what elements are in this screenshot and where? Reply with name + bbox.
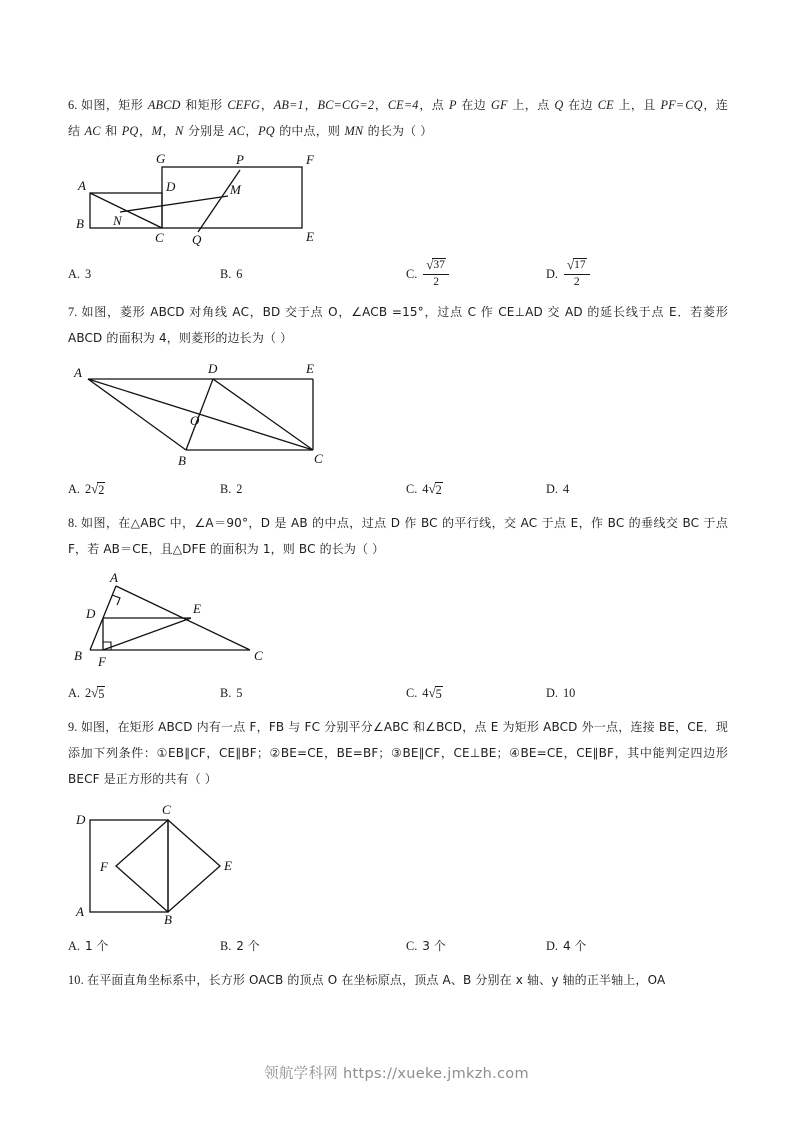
q6-option-c-numerator: √ 37 [426,257,445,272]
fig9-label-D: D [76,812,86,828]
q6-ce: CE [597,98,614,112]
fig6-label-A: A [78,178,86,193]
q6-mn: MN [344,124,364,138]
q6-pf: PF= [660,98,685,112]
q7-option-d-label: D. [546,482,558,497]
q9-option-b-value: 2 个 [236,939,260,954]
fig8-label-E: E [193,601,201,617]
q9-option-a-value: 1 个 [84,939,109,954]
q6-option-c-label: C. [406,267,418,282]
q6-ac2: AC [228,124,245,138]
q6-t2: 和矩形 [181,98,227,112]
q6-option-a[interactable] [68,259,220,289]
question-7-options [68,478,728,500]
q6-option-c-fraction [423,258,449,288]
q8-option-b-value: 5 [236,686,243,701]
question-7-number: 7. [68,305,78,320]
q6-t1: 如图，矩形 [81,98,148,112]
q6-l2f: ， [245,124,258,138]
q6-s3: ，点 [419,98,449,112]
q6-gf: GF [490,98,508,112]
question-9-body: 如图，在矩形 ABCD 内有一点 F，FB 与 FC 分别平分∠ABC 和∠BCD，点 E 为矩形 ABCD 外一点，连接 BE，CE．现添加下列条件：①EB∥CF，CE∥BF；②BE=CE，BE=BF；③BE∥CF，CE⊥BE；④BE=CE，CE∥BF，其中能判定四边形 BECF 是正方形的共有（ ） [68,720,728,787]
q7-option-c-coef: 4 [422,482,429,497]
q6-option-d-numerator: √ 17 [566,257,586,272]
q8-option-d[interactable] [546,682,666,704]
q6-t4: 在边 [457,98,491,112]
q9-option-d[interactable] [546,935,666,957]
q6-s2: ， [374,98,388,112]
q9-option-c-label: C. [406,939,418,954]
fig9-label-B: B [164,912,172,927]
q6-option-c-denominator: 2 [433,275,439,288]
fig6-label-N: N [113,213,122,228]
q6-option-d-denominator: 2 [573,275,580,288]
fig7-label-E: E [306,361,314,377]
q7-option-d-value: 4 [562,482,570,497]
q7-option-d[interactable] [546,478,666,500]
q6-eq3: CE=4 [387,98,419,112]
q7-option-a-label: A. [68,482,80,497]
question-8-figure [68,568,728,673]
q6-p: P [448,98,457,112]
q6-t7: 上，且 [614,98,660,112]
q7-option-b-label: B. [220,482,232,497]
q8-option-c-radicand: 5 [435,686,442,701]
q9-option-b-label: B. [220,939,232,954]
q8-option-a-coef: 2 [84,686,92,701]
q6-l2d: ， [162,124,175,138]
q6-ac: AC [84,124,101,138]
fig9-label-C: C [162,802,171,818]
q9-option-c-value: 3 个 [422,939,446,954]
question-8-number: 8. [68,516,78,531]
q6-t3: ， [260,98,274,112]
q6-pq: PQ [121,124,139,138]
q8-option-b[interactable] [220,682,406,704]
q8-option-a-label: A. [68,686,80,701]
question-9-options [68,935,728,957]
q7-option-b[interactable] [220,478,406,500]
q8-option-b-label: B. [220,686,232,701]
q6-option-c-radicand: 37 [433,259,445,271]
question-10-number: 10. [68,973,84,988]
question-6-options [68,259,728,289]
q8-option-c-coef: 4 [422,686,429,701]
q6-option-d[interactable] [546,259,666,289]
q9-option-a[interactable] [68,935,220,957]
q6-cq: CQ [685,98,703,112]
question-7 [68,299,728,500]
q6-l2b: 和 [101,124,122,138]
q6-s1: ， [304,98,318,112]
question-8-body: 如图，在△ABC 中，∠A＝90°，D 是 AB 的中点，过点 D 作 BC 的平行线，交 AC 于点 E，作 BC 的垂线交 BC 于点 F，若 AB＝CE，且△DFE 的面积为 1，则 BC 的长为（ ） [68,516,728,557]
question-10-text [68,967,728,993]
fig8-label-F: F [98,654,106,670]
q6-option-b[interactable] [220,259,406,289]
q8-option-d-label: D. [546,686,558,701]
question-6-text [68,92,728,144]
q6-option-c[interactable] [406,259,546,289]
q8-option-a[interactable]: A. 2 √ 5 [68,682,220,704]
q9-option-b[interactable] [220,935,406,957]
q6-q: Q [554,98,564,112]
question-9-number: 9. [68,720,78,735]
q6-option-a-label: A. [68,267,80,282]
fig7-label-B: B [178,453,186,469]
fig6-label-C: C [155,230,164,245]
question-8 [68,510,728,704]
q6-option-d-fraction [564,258,590,288]
fig9-label-F: F [100,859,108,875]
q6-n: N [175,124,184,138]
q7-option-a[interactable]: A. 2 √ 2 [68,478,220,500]
fig8-label-B: B [74,648,82,664]
fig6-label-D: D [166,179,176,194]
fig6-label-G: G [156,151,166,166]
fig6-label-E: E [306,229,314,244]
fig7-label-C: C [314,451,323,467]
q8-option-c-label: C. [406,686,418,701]
question-6-figure [68,150,728,250]
question-6 [68,92,728,289]
question-10-body: 在平面直角坐标系中，长方形 OACB 的顶点 O 在坐标原点，顶点 A、B 分别在 x 轴、y 轴的正半轴上，OA [87,973,666,988]
q9-option-d-value: 4 个 [562,939,587,954]
question-7-body: 如图，菱形 ABCD 对角线 AC，BD 交于点 O，∠ACB =15°，过点 C 作 CE⊥AD 交 AD 的延长线于点 E．若菱形 ABCD 的面积为 4，则菱形的边长为（ ） [68,305,728,346]
q7-option-a-coef: 2 [84,482,92,497]
q9-option-a-label: A. [68,939,80,954]
q6-pq2: PQ [258,124,275,138]
fig7-label-A: A [74,365,82,381]
q7-option-a-radicand: 2 [98,482,105,497]
page-watermark: 领航学科网 https://xueke.jmkzh.com [264,1066,529,1082]
q8-option-a-radicand: 5 [98,686,105,701]
q7-option-c-label: C. [406,482,418,497]
q6-option-b-label: B. [220,267,232,282]
questions-container [68,92,728,995]
fig8-label-D: D [86,606,96,622]
fig6-label-M: M [230,182,241,197]
question-9-text [68,714,728,792]
q6-eq2: BC=CG=2 [317,98,375,112]
q6-l2g: 的中点，则 [275,124,344,138]
q6-l2c: ， [138,124,152,138]
q8-option-c[interactable]: C. 4 √ 5 [406,682,546,704]
fig7-label-O: O [190,413,200,429]
q6-option-d-label: D. [546,267,558,282]
q6-l2e: 分别是 [184,124,229,138]
q7-option-c[interactable]: C. 4 √ 2 [406,478,546,500]
q6-cefg: CEFG [227,98,261,112]
fig6-label-F: F [306,152,314,167]
fig6-label-P: P [236,152,244,167]
q6-option-b-value: 6 [236,267,243,282]
q7-option-c-radicand: 2 [435,482,442,497]
q6-l2a: ，连结 [68,98,728,138]
fig8-label-C: C [254,648,263,664]
question-9 [68,714,728,957]
fig7-label-D: D [208,361,218,377]
q6-option-d-radicand: 17 [574,259,586,271]
question-8-options [68,682,728,704]
q6-t5: 上，点 [508,98,554,112]
question-9-figure [68,798,728,926]
question-6-number: 6. [68,98,78,112]
question-10 [68,967,728,993]
q6-t6: 在边 [563,98,598,112]
question-7-text [68,299,728,351]
question-7-figure [68,357,728,469]
q6-m: M [151,124,162,138]
question-8-text [68,510,728,562]
q6-eq1: AB=1 [273,98,304,112]
q9-option-d-label: D. [546,939,558,954]
q9-option-c[interactable] [406,935,546,957]
q6-abcd: ABCD [147,98,181,112]
q6-l2h: 的长为（ ） [363,124,433,138]
q6-option-a-value: 3 [84,267,92,282]
q8-option-d-value: 10 [562,686,576,701]
fig6-label-Q: Q [192,232,202,247]
fig8-label-A: A [110,570,118,586]
fig9-label-E: E [224,858,232,874]
fig6-label-B: B [76,216,84,231]
fig9-label-A: A [76,904,84,920]
q7-option-b-value: 2 [236,482,243,497]
